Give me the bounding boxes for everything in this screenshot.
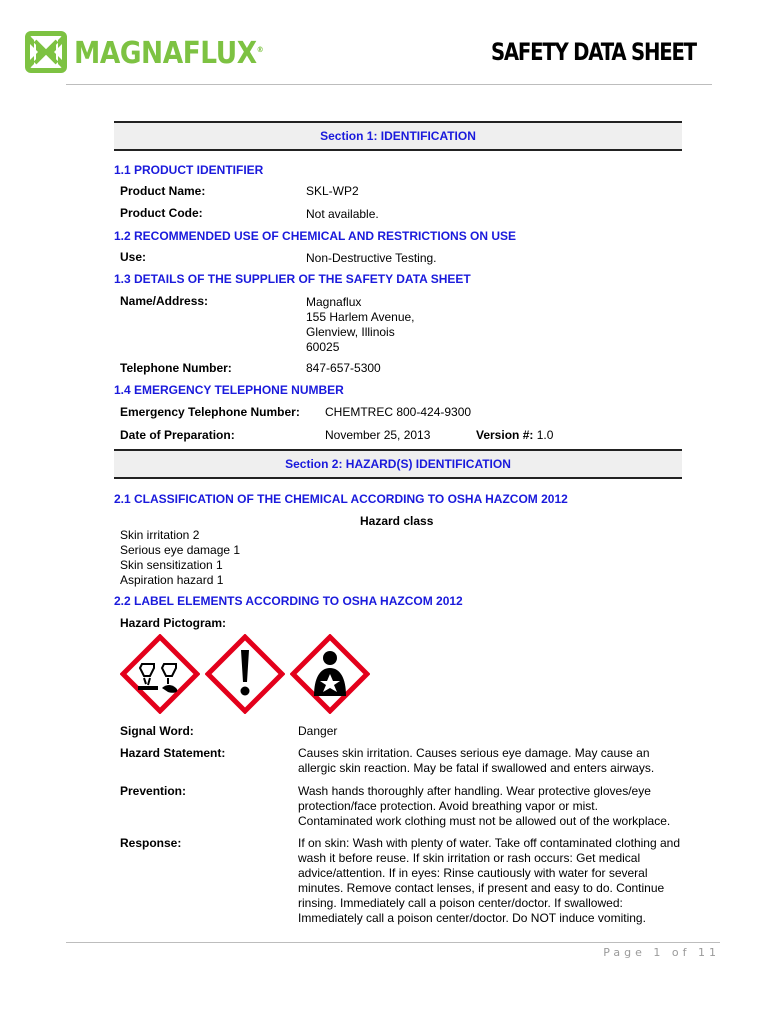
emergency-phone-label: Emergency Telephone Number: xyxy=(120,405,300,419)
footer-divider xyxy=(66,942,720,943)
date-value: November 25, 2013 xyxy=(325,428,431,442)
header-divider xyxy=(66,84,712,85)
hazard-pictogram-label: Hazard Pictogram: xyxy=(120,616,227,630)
telephone-value: 847-657-5300 xyxy=(306,361,381,375)
heading-1-4: 1.4 EMERGENCY TELEPHONE NUMBER xyxy=(114,383,344,397)
product-name-value: SKL-WP2 xyxy=(306,184,359,198)
magnaflux-logo-icon xyxy=(24,30,68,74)
version-field xyxy=(476,428,553,443)
hazard-class-item: Skin irritation 2 xyxy=(120,528,200,542)
name-address-label: Name/Address: xyxy=(120,294,209,308)
heading-1-2: 1.2 RECOMMENDED USE OF CHEMICAL AND RESTRICTIONS ON USE xyxy=(114,229,517,243)
page-number: Page 1 of 11 xyxy=(603,946,720,959)
address-line: Magnaflux xyxy=(306,295,362,309)
health-hazard-icon xyxy=(290,634,370,714)
heading-2-1: 2.1 CLASSIFICATION OF THE CHEMICAL ACCORDING TO OSHA HAZCOM 2012 xyxy=(114,492,568,506)
signal-word-label: Signal Word: xyxy=(120,724,194,738)
exclamation-mark-icon xyxy=(205,634,285,714)
use-label: Use: xyxy=(120,250,147,264)
heading-1-1: 1.1 PRODUCT IDENTIFIER xyxy=(114,163,264,177)
response-value: If on skin: Wash with plenty of water. Take off contaminated clothing and wash it before reuse. If skin irritation or rash occurs: Get medical advice/attention. If in eyes: Rinse cautiously with water for several minutes. Remove contact lenses, if present and easy to do. Continue rinsing. Immediately call a poison center/doctor. If swallowed: Immediately call a poison center/doctor. Do NOT induce vomiting. xyxy=(298,836,680,925)
date-label: Date of Preparation: xyxy=(120,428,235,442)
hazard-class-list xyxy=(120,528,240,588)
product-name-label: Product Name: xyxy=(120,184,206,198)
logo-wordmark: MAGNAFLUX® xyxy=(74,36,264,71)
signal-word-value: Danger xyxy=(298,724,338,738)
telephone-label: Telephone Number: xyxy=(120,361,232,375)
emergency-phone-value: CHEMTREC 800-424-9300 xyxy=(325,405,472,419)
section-1-band: Section 1: IDENTIFICATION xyxy=(114,121,682,151)
version-label: Version #: xyxy=(476,428,534,442)
hazard-class-item: Skin sensitization 1 xyxy=(120,558,223,572)
hazard-statement-label: Hazard Statement: xyxy=(120,746,226,760)
company-logo xyxy=(24,30,289,74)
section-2-band: Section 2: HAZARD(S) IDENTIFICATION xyxy=(114,449,682,479)
address-block xyxy=(306,295,415,355)
product-code-value: Not available. xyxy=(306,207,379,221)
version-value: 1.0 xyxy=(536,428,554,442)
response-label: Response: xyxy=(120,836,182,850)
prevention-label: Prevention: xyxy=(120,784,187,798)
address-line: 60025 xyxy=(306,340,340,354)
heading-2-2: 2.2 LABEL ELEMENTS ACCORDING TO OSHA HAZCOM 2012 xyxy=(114,594,463,608)
address-line: 155 Harlem Avenue, xyxy=(306,310,415,324)
hazard-class-item: Aspiration hazard 1 xyxy=(120,573,224,587)
document-title: SAFETY DATA SHEET xyxy=(491,38,696,66)
hazard-statement-value: Causes skin irritation. Causes serious eye damage. May cause an allergic skin reaction. May be fatal if swallowed and enters airways. xyxy=(298,746,655,775)
product-code-label: Product Code: xyxy=(120,206,203,220)
prevention-value: Wash hands thoroughly after handling. Wear protective gloves/eye protection/face protection. Avoid breathing vapor or mist. Contaminated work clothing must not be allowed out of the workplace. xyxy=(298,784,671,828)
heading-1-3: 1.3 DETAILS OF THE SUPPLIER OF THE SAFETY DATA SHEET xyxy=(114,272,471,286)
hazard-class-item: Serious eye damage 1 xyxy=(120,543,241,557)
corrosion-icon xyxy=(120,634,200,714)
hazard-class-header: Hazard class xyxy=(360,514,434,528)
use-value: Non-Destructive Testing. xyxy=(306,251,437,265)
address-line: Glenview, Illinois xyxy=(306,325,395,339)
